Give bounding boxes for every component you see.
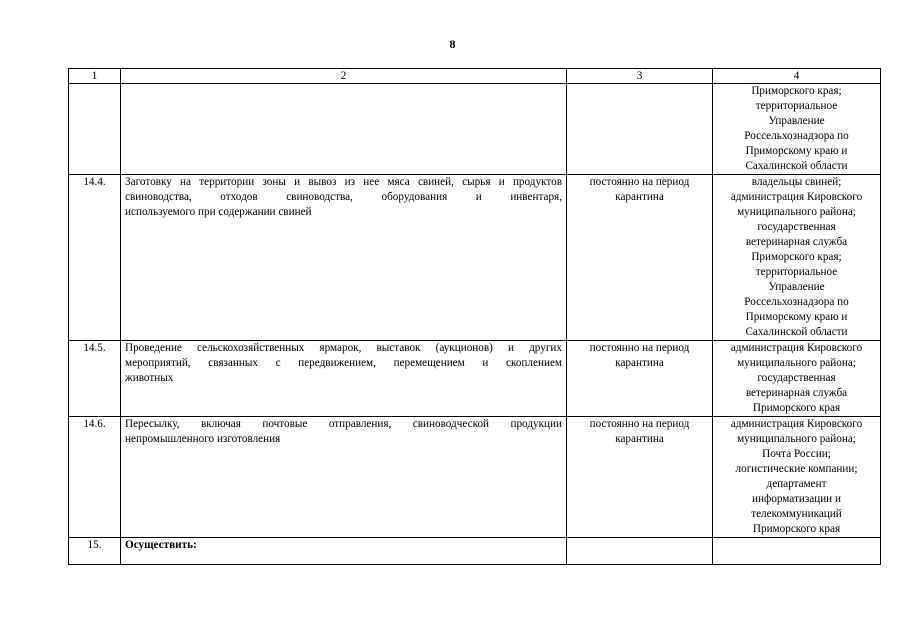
responsible-parties	[713, 175, 881, 341]
responsible-line: государственная	[757, 221, 836, 233]
responsible-line: Управление	[768, 281, 825, 293]
item-number: 14.4.	[69, 175, 121, 341]
item-number: 14.6.	[69, 417, 121, 538]
execution-term	[567, 538, 713, 565]
item-number: 14.5.	[69, 341, 121, 417]
responsible-line: Приморскому краю и	[745, 311, 848, 323]
term-line: постоянно на период	[589, 418, 690, 430]
measures-table	[68, 68, 881, 565]
description-line: Заготовку на территории зоны и вывоз из нее мяса свиней, сырья и продуктов	[125, 176, 562, 188]
term-line: карантина	[615, 357, 664, 369]
item-number	[69, 84, 121, 175]
responsible-line: территориальное	[755, 266, 838, 278]
responsible-line: Почта России;	[762, 448, 831, 460]
responsible-line: Приморскому краю и	[745, 145, 848, 157]
measure-description	[121, 417, 567, 538]
responsible-line: ветеринарная служба	[745, 387, 848, 399]
responsible-line: Приморского края	[752, 523, 841, 535]
responsible-line: государственная	[757, 372, 836, 384]
table-row	[69, 417, 881, 538]
responsible-parties	[713, 341, 881, 417]
responsible-line: Россельхознадзора по	[744, 130, 849, 142]
measure-description	[121, 175, 567, 341]
responsible-line: территориальное	[755, 100, 838, 112]
description-line: используемого при содержании свиней	[125, 206, 312, 218]
responsible-line: администрация Кировского	[730, 418, 863, 430]
table-row	[69, 84, 881, 175]
responsible-line: Приморского края;	[751, 85, 842, 97]
term-line: карантина	[615, 191, 664, 203]
description-line: свиноводства, отходов свиноводства, оборудования и инвентаря,	[125, 191, 562, 203]
responsible-line: Сахалинской области	[745, 326, 848, 338]
header-col-2: 2	[121, 69, 567, 84]
responsible-line: муниципального района;	[737, 206, 856, 218]
responsible-line: муниципального района;	[737, 433, 856, 445]
responsible-line: Управление	[768, 115, 825, 127]
table-row	[69, 175, 881, 341]
term-line: постоянно на период	[589, 342, 690, 354]
execution-term	[567, 417, 713, 538]
responsible-line: ветеринарная служба	[745, 236, 848, 248]
table-row	[69, 538, 881, 565]
responsible-parties	[713, 538, 881, 565]
responsible-line: департамент	[766, 478, 827, 490]
header-col-4: 4	[713, 69, 881, 84]
measure-description	[121, 84, 567, 175]
description-line: непромышленного изготовления	[125, 433, 281, 445]
responsible-line: Приморского края;	[751, 251, 842, 263]
responsible-parties	[713, 84, 881, 175]
responsible-line: Сахалинской области	[745, 160, 848, 172]
responsible-parties	[713, 417, 881, 538]
responsible-line: администрация Кировского	[730, 191, 863, 203]
responsible-line: муниципального района;	[737, 357, 856, 369]
responsible-line: Приморского края	[752, 402, 841, 414]
description-line: Пересылку, включая почтовые отправления, свиноводческой продукции	[125, 418, 562, 430]
execution-term	[567, 84, 713, 175]
page-number: 8	[449, 37, 456, 51]
responsible-line: информатизации и	[752, 493, 841, 505]
responsible-line: логистические компании;	[735, 463, 858, 475]
description-line: мероприятий, связанных с передвижением, перемещением и скоплением	[125, 357, 562, 369]
description-line: Осуществить:	[125, 539, 197, 551]
item-number: 15.	[69, 538, 121, 565]
measure-description	[121, 538, 567, 565]
header-col-3: 3	[567, 69, 713, 84]
header-col-1: 1	[69, 69, 121, 84]
table-row	[69, 341, 881, 417]
description-line: Проведение сельскохозяйственных ярмарок, выставок (аукционов) и других	[125, 342, 562, 354]
execution-term	[567, 341, 713, 417]
description-line: животных	[125, 372, 174, 384]
responsible-line: телекоммуникаций	[751, 508, 842, 520]
term-line: постоянно на период	[589, 176, 690, 188]
execution-term	[567, 175, 713, 341]
responsible-line: Россельхознадзора по	[744, 296, 849, 308]
term-line: карантина	[615, 433, 664, 445]
responsible-line: администрация Кировского	[730, 342, 863, 354]
measure-description	[121, 341, 567, 417]
table-header-row	[69, 69, 881, 84]
responsible-line: владельцы свиней;	[751, 176, 842, 188]
